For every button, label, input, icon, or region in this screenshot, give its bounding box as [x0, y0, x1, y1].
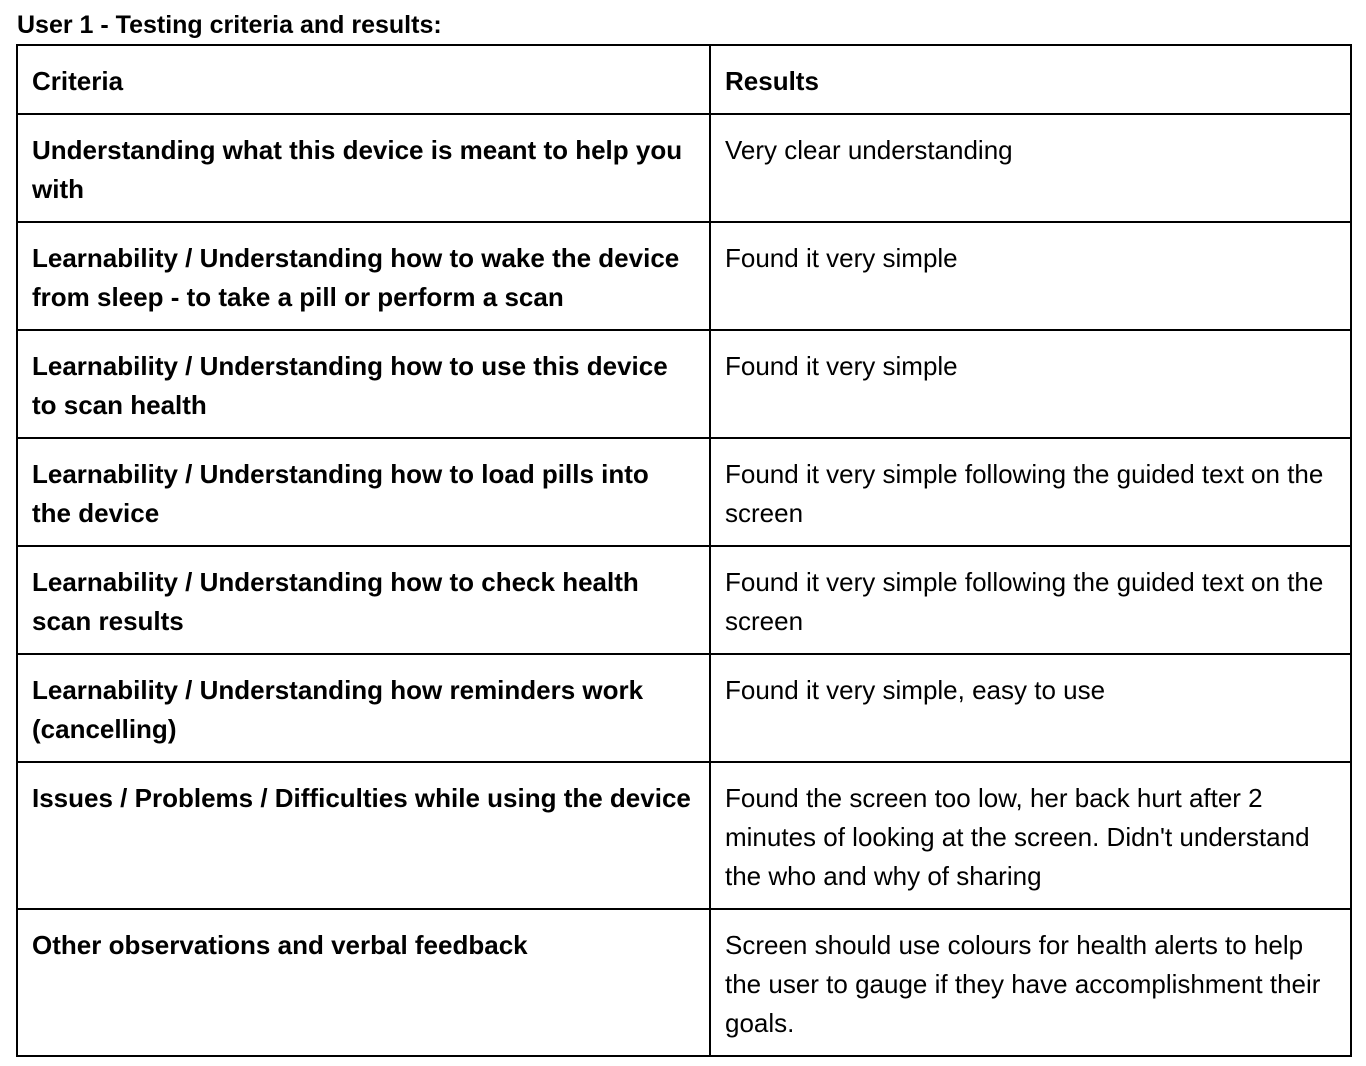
criteria-cell: Learnability / Understanding how reminders work (cancelling) [17, 654, 710, 762]
table-header-row [17, 45, 1351, 114]
criteria-cell: Learnability / Understanding how to use this device to scan health [17, 330, 710, 438]
criteria-cell: Learnability / Understanding how to wake the device from sleep - to take a pill or perform a scan [17, 222, 710, 330]
criteria-cell: Learnability / Understanding how to load pills into the device [17, 438, 710, 546]
testing-results-table [16, 44, 1352, 1057]
table-row [17, 909, 1351, 1056]
table-row [17, 546, 1351, 654]
criteria-cell: Learnability / Understanding how to check health scan results [17, 546, 710, 654]
criteria-cell: Issues / Problems / Difficulties while using the device [17, 762, 710, 909]
result-cell: Found it very simple following the guided text on the screen [710, 438, 1351, 546]
table-row [17, 438, 1351, 546]
result-cell: Found it very simple [710, 222, 1351, 330]
result-cell: Screen should use colours for health alerts to help the user to gauge if they have accomplishment their goals. [710, 909, 1351, 1056]
result-cell: Found it very simple following the guided text on the screen [710, 546, 1351, 654]
result-cell: Found it very simple, easy to use [710, 654, 1351, 762]
table-row [17, 222, 1351, 330]
document-title: User 1 - Testing criteria and results: [17, 11, 442, 39]
criteria-cell: Understanding what this device is meant to help you with [17, 114, 710, 222]
results-column-header: Results [710, 45, 1351, 114]
table-row [17, 330, 1351, 438]
criteria-column-header: Criteria [17, 45, 710, 114]
table-row [17, 654, 1351, 762]
result-cell: Very clear understanding [710, 114, 1351, 222]
result-cell: Found the screen too low, her back hurt after 2 minutes of looking at the screen. Didn't understand the who and why of sharing [710, 762, 1351, 909]
table-row [17, 114, 1351, 222]
result-cell: Found it very simple [710, 330, 1351, 438]
table-row [17, 762, 1351, 909]
criteria-cell: Other observations and verbal feedback [17, 909, 710, 1056]
